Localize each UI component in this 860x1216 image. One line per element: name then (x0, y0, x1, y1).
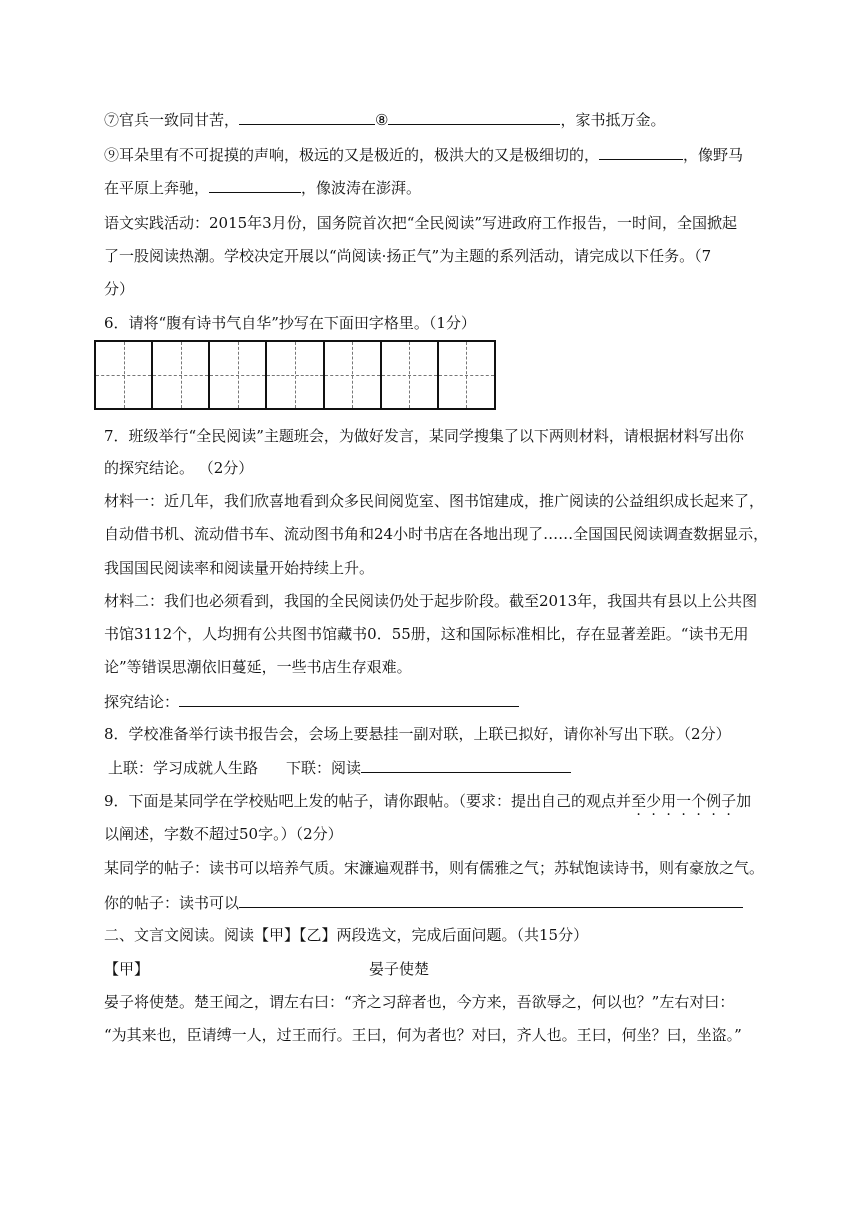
answer-blank-7[interactable] (239, 108, 375, 125)
emphasis-char: 个 (691, 792, 707, 810)
poem-line-7-8 (104, 108, 665, 131)
passage-jia-line-2: “为其来也，臣请缚一人，过王而行。王曰，何为者也？对曰，齐人也。王曰，何坐？曰，坐盗。” (104, 1026, 742, 1044)
answer-blank-9b[interactable] (209, 176, 301, 193)
emphasis-dotted-text (631, 792, 736, 810)
poem-8-marker: ⑧ (375, 111, 389, 129)
activity-intro-3: 分） (104, 280, 135, 298)
question-7-line-1: 7．班级举行“全民阅读”主题班会，为做好发言，某同学搜集了以下两则材料，请根据材料写出你 (104, 427, 744, 445)
question-9-line-2: 以阐述，字数不超过50字。）（2分） (104, 825, 343, 843)
poem-9-text-a: ⑨耳朵里有不可捉摸的声响，极远的又是极近的，极洪大的又是极细切的， (104, 146, 600, 164)
conclusion-answer-blank[interactable] (179, 690, 519, 707)
poem-9-text-b: ，像野马 (683, 146, 744, 164)
couplet-line (108, 756, 571, 779)
material-1-line-3: 我国国民阅读率和阅读量开始持续上升。 (104, 559, 375, 577)
poem-9-text-d: ，像波涛在澎湃。 (301, 179, 422, 197)
couplet-upper: 上联：学习成就人生路 (108, 759, 259, 777)
grid-cell[interactable] (96, 342, 151, 408)
reply-line (104, 891, 743, 914)
grid-cell[interactable] (208, 342, 265, 408)
question-9-text-a: 9．下面是某同学在学校贴吧上发的帖子，请你跟帖。（要求：提出自己的观点并 (104, 792, 632, 810)
couplet-answer-blank[interactable] (361, 756, 571, 773)
grid-cell[interactable] (323, 342, 380, 408)
activity-intro-1: 语文实践活动：2015年3月份，国务院首次把“全民阅读”写进政府工作报告，一时间，全国掀起 (104, 214, 738, 232)
emphasis-char: 至 (631, 792, 647, 810)
grid-cell[interactable] (437, 342, 494, 408)
question-6: 6．请将“腹有诗书气自华”抄写在下面田字格里。（1分） (104, 314, 476, 332)
poem-line-9a (104, 143, 743, 166)
emphasis-char: 少 (646, 792, 662, 810)
passage-jia-line-1: 晏子将使楚。楚王闻之，谓左右曰：“齐之习辞者也，今方来，吾欲辱之，何以也？”左右对曰： (104, 993, 735, 1011)
grid-cell[interactable] (380, 342, 437, 408)
grid-cell[interactable] (151, 342, 208, 408)
question-9-text-b: 加 (736, 792, 752, 810)
question-8: 8．学校准备举行读书报告会，会场上要悬挂一副对联，上联已拟好，请你补写出下联。（2分） (104, 725, 731, 743)
poem-line-9b (104, 176, 421, 199)
material-2-line-2: 书馆3112个，人均拥有公共图书馆藏书0．55册，这和国际标准相比，存在显著差距。“读书无用 (104, 625, 749, 643)
passage-jia-header (104, 958, 429, 980)
emphasis-char: 用 (661, 792, 677, 810)
material-2-line-3: 论”等错误思潮依旧蔓延，一些书店生存艰难。 (104, 658, 412, 676)
sample-post: 某同学的帖子：读书可以培养气质。宋濂遍观群书，则有儒雅之气；苏轼饱读诗书，则有豪放之气。 (104, 859, 765, 877)
emphasis-char: 一 (676, 792, 692, 810)
emphasis-char: 例 (706, 792, 722, 810)
question-7-line-2: 的探究结论。 （2分） (104, 459, 254, 477)
poem-7-prefix: ⑦官兵一致同甘苦， (104, 111, 240, 129)
answer-blank-8[interactable] (388, 108, 560, 125)
answer-blank-9a[interactable] (599, 143, 683, 160)
reply-label: 你的帖子：读书可以 (104, 894, 240, 912)
question-9-line-1 (104, 790, 751, 812)
poem-8-suffix: ，家书抵万金。 (560, 111, 666, 129)
grid-cell[interactable] (265, 342, 322, 408)
activity-intro-2: 了一股阅读热潮。学校决定开展以“尚阅读·扬正气”为主题的系列活动，请完成以下任务。（7 (104, 247, 712, 265)
conclusion-line (104, 690, 519, 713)
emphasis-char: 子 (721, 792, 737, 810)
jia-label: 【甲】 (104, 960, 150, 978)
reply-answer-blank[interactable] (239, 891, 743, 908)
material-2-line-1: 材料二：我们也必须看到，我国的全民阅读仍处于起步阶段。截至2013年，我国共有县以上公共图 (104, 592, 758, 610)
material-1-line-2: 自动借书机、流动借书车、流动图书角和24小时书店在各地出现了……全国国民阅读调查数据显示， (104, 525, 769, 543)
jia-title: 晏子使楚 (369, 960, 430, 978)
conclusion-label: 探究结论： (104, 693, 180, 711)
couplet-lower-label: 下联：阅读 (286, 759, 362, 777)
poem-9-text-c: 在平原上奔驰， (104, 179, 210, 197)
material-1-line-1: 材料一：近几年，我们欣喜地看到众多民间阅览室、图书馆建成，推广阅读的公益组织成长起来了， (104, 492, 765, 510)
section-2-heading: 二、文言文阅读。阅读【甲】【乙】两段选文，完成后面问题。（共15分） (104, 926, 589, 944)
tianzige-grid[interactable] (94, 340, 496, 410)
